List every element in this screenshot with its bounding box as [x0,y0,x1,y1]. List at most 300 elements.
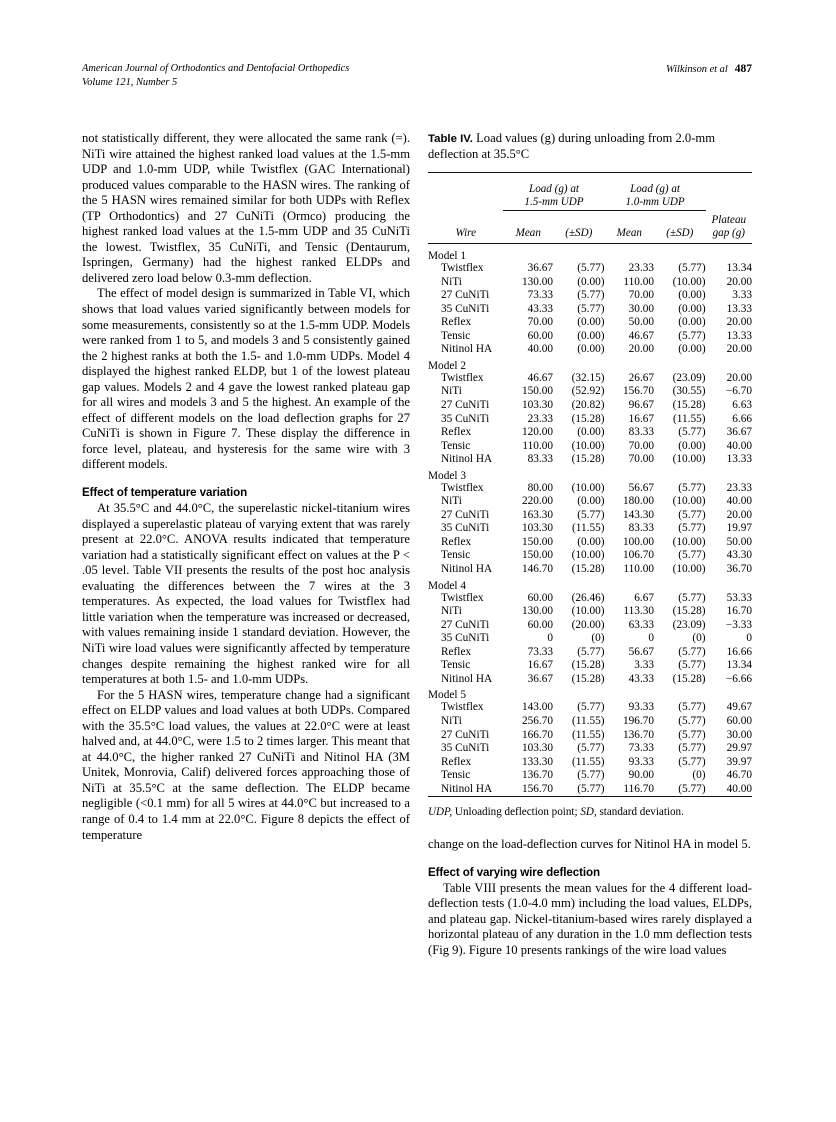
table-cell-mean-15: 73.33 [527,289,554,302]
table-cell-mean-15: 110.00 [522,439,554,452]
table-cell-plateau-gap: 13.33 [726,329,752,342]
table-cell-wire: Reflex [441,645,472,658]
footnote-abbr-sd: SD, [577,806,597,819]
table-cell-sd-15: (26.46) [571,591,605,604]
table-cell-mean-15: 166.70 [521,728,554,741]
table-group-label: Model 5 [428,689,466,702]
table-cell-sd-15: (5.77) [577,742,605,755]
table-cell-wire: Nitinol HA [441,782,493,795]
table-cell-sd-10: (10.00) [672,275,706,288]
group-header-15mm-line1: Load (g) at [529,182,579,195]
table-cell-sd-10: (11.55) [673,412,706,425]
table-cell-mean-15: 146.70 [521,563,554,576]
table-cell-plateau-gap: 36.67 [726,426,752,439]
table-cell-wire: Reflex [441,755,472,768]
table-cell-mean-15: 40.00 [527,343,554,356]
table-cell-sd-10: (10.00) [672,453,706,466]
group-header-10mm-line1: Load (g) at [630,182,681,195]
table-cell-sd-10: (5.77) [678,522,706,535]
table-cell-mean-10: 50.00 [628,316,655,329]
table-cell-mean-15: 150.00 [521,549,554,562]
table-row [428,303,752,317]
table-cell-wire: Tensic [441,769,471,782]
table-cell-sd-10: (15.28) [672,605,706,618]
table-cell-mean-10: 110.00 [623,275,655,288]
table-cell-mean-15: 130.00 [521,275,554,288]
table-caption-text: Load values (g) during unloading from 2.0-mm deflection at 35.5°C [428,131,715,162]
table-cell-plateau-gap: 13.34 [726,262,752,275]
table-cell-sd-15: (5.77) [577,701,605,714]
table-cell-wire: Nitinol HA [441,672,493,685]
table-cell-sd-15: (0.00) [577,495,605,508]
table-group-row [428,357,752,372]
table-cell-sd-15: (5.77) [577,769,605,782]
table-cell-sd-10: (15.28) [672,672,706,685]
table-cell-plateau-gap: 6.66 [732,412,752,425]
table-cell-wire: 27 CuNiTi [441,618,490,631]
table-cell-mean-15: 80.00 [527,481,554,494]
table-cell-mean-10: 106.70 [622,549,655,562]
table-cell-mean-10: 16.67 [628,412,655,425]
table-cell-sd-15: (0.00) [577,316,605,329]
table-cell-plateau-gap: 40.00 [726,439,752,452]
table-cell-plateau-gap: −6.70 [725,385,752,398]
table-cell-mean-15: 150.00 [521,385,554,398]
table-cell-sd-10: (5.77) [678,714,706,727]
table-cell-plateau-gap: 20.00 [726,343,752,356]
table-group-header-row-1 [428,177,752,211]
table-cell-sd-10: (0.00) [678,343,706,356]
table-row [428,453,752,467]
table-cell-sd-10: (5.77) [678,701,706,714]
column-header-plateau-line2: gap (g) [712,226,745,239]
table-cell-plateau-gap: 20.00 [726,316,752,329]
table-cell-plateau-gap: 20.00 [726,371,752,384]
table-cell-sd-10: (5.77) [678,591,706,604]
table-cell-mean-10: 180.00 [622,495,655,508]
table-cell-wire: Nitinol HA [441,563,493,576]
table-cell-mean-15: 16.67 [527,659,554,672]
table-cell-mean-15: 136.70 [521,769,554,782]
table-group-label: Model 2 [428,359,466,372]
table-group-row [428,577,752,592]
table-cell-mean-15: 143.00 [521,701,554,714]
table-cell-wire: Reflex [441,426,472,439]
table-column-header-row [428,211,752,244]
table-cell-sd-10: (0.00) [678,316,706,329]
table-cell-mean-10: 6.67 [634,591,655,604]
table-cell-sd-10: (5.77) [678,262,706,275]
table-cell-wire: Twistflex [441,481,484,494]
table-row [428,756,752,770]
group-header-plateau-spacer [706,177,752,211]
table-cell-plateau-gap: 16.70 [726,605,752,618]
column-header-mean-10: Mean [616,226,642,239]
table-row [428,262,752,276]
table-cell-plateau-gap: 60.00 [726,714,752,727]
table-row [428,605,752,619]
table-row [428,729,752,743]
table-row [428,536,752,550]
table-row [428,413,752,427]
section-heading-deflection: Effect of varying wire deflection [428,865,600,879]
table-row [428,399,752,413]
table-cell-sd-10: (5.77) [678,426,706,439]
table-cell-sd-15: (0.00) [577,426,605,439]
table-cell-mean-10: 90.00 [628,769,655,782]
table-cell-wire: 27 CuNiTi [441,508,490,521]
table-cell-sd-15: (5.77) [577,782,605,795]
table-caption [428,131,752,163]
table-cell-sd-15: (5.77) [577,508,605,521]
table-cell-plateau-gap: 30.00 [726,728,752,741]
column-header-plateau-line1: Plateau [711,213,747,226]
table-cell-mean-15: 43.33 [527,302,554,315]
table-cell-sd-15: (15.28) [571,672,605,685]
table-cell-mean-15: 23.33 [527,412,554,425]
paragraph-temperature-2: For the 5 HASN wires, temperature change had a significant effect on ELDP values and load values at both UDPs. Compared with the 35.5°C load values, the values at 22.0°C were at least halved and, at 44.0°C, were 1.5 to 2 times larger. This meant that at 44.0°C, the higher ranked 27 CuNiTi and Nitinol HA (3M Unitek, Monrovia, Calif) delivered forces approaching those of NiTi at 35.5°C at the same deflection. The ELDP became negligible (<0.1 mm) for all 5 wires at 44.0°C but increased to a range of 0.4 to 1.4 mm at 22.0°C. Figure 8 depicts the effect of temperature [82,687,410,842]
paragraph-continued: not statistically different, they were allocated the same rank (=). NiTi wire attained the highest ranked load values at the 1.5-mm UDP and 1.0-mm UDP, while Twistflex (GAC International) produced values comparable to the HASN wires. The ranking of the 5 HASN wires remained similar for both UDPs with Reflex (TP Orthodontics) and 27 CuNiTi (Ormco) producing the highest ranked load values at the 1.5-mm UDP and 35 CuNiTi the lowest. Twistflex, 35 CuNiTi, and Tensic (Dentaurum, Ispringen, Germany) had the highest ranked ELDPs and delivered zero load below 0.3-mm deflection. [82,131,410,285]
running-head-right [666,62,752,77]
table-row [428,372,752,386]
table-cell-wire: Tensic [441,549,471,562]
table-cell-sd-15: (5.77) [577,645,605,658]
table-row [428,385,752,399]
table-row [428,592,752,606]
author-names: Wilkinson et al [665,64,728,75]
table-cell-wire: 35 CuNiTi [441,742,490,755]
table-cell-sd-10: (5.77) [678,742,706,755]
table-cell-sd-15: (32.15) [571,371,605,384]
table-cell-wire: Tensic [441,659,471,672]
table-cell-sd-15: (0.00) [577,275,605,288]
table-cell-wire: Reflex [441,316,472,329]
table-cell-sd-15: (10.00) [571,439,605,452]
table-cell-mean-10: 70.00 [628,453,655,466]
table-cell-mean-10: 196.70 [622,714,655,727]
table-cell-mean-15: 256.70 [521,714,554,727]
table-cell-mean-15: 73.33 [527,645,554,658]
table-cell-plateau-gap: 20.00 [726,508,752,521]
table-cell-sd-15: (11.55) [572,714,605,727]
table-cell-sd-10: (5.77) [678,508,706,521]
table-cell-wire: Twistflex [441,701,484,714]
table-cell-mean-10: 136.70 [622,728,655,741]
table-cell-mean-10: 43.33 [628,672,655,685]
table-cell-mean-10: 93.33 [628,701,655,714]
table-cell-wire: 27 CuNiTi [441,399,490,412]
table-cell-wire: 35 CuNiTi [441,522,490,535]
table-cell-sd-15: (52.92) [571,385,605,398]
table-cell-sd-15: (15.28) [571,453,605,466]
table-cell-sd-10: (5.77) [678,549,706,562]
table-cell-mean-15: 60.00 [527,591,554,604]
table-cell-sd-15: (10.00) [571,481,605,494]
table-cell-mean-15: 70.00 [527,316,554,329]
paragraph-after-table: change on the load-deflection curves for Nitinol HA in model 5. [428,837,751,852]
table-row [428,659,752,673]
table-cell-sd-10: (0.00) [678,289,706,302]
running-head [82,62,752,90]
table-row [428,646,752,660]
table-cell-sd-10: (15.28) [672,399,706,412]
table-cell-sd-10: (10.00) [672,495,706,508]
group-header-15mm [503,177,604,211]
table-cell-wire: Nitinol HA [441,453,493,466]
table-cell-plateau-gap: 39.97 [726,755,752,768]
table-cell-sd-15: (0.00) [577,329,605,342]
table-cell-mean-10: 110.00 [623,563,655,576]
table-cell-sd-15: (0.00) [577,535,605,548]
table-cell-plateau-gap: 49.67 [726,701,752,714]
table-cell-plateau-gap: 50.00 [726,535,752,548]
paragraph-model-design: The effect of model design is summarized in Table VI, which shows that load values varied significantly between models for some measurements, consistently so at the 1.5-mm UDP. Models were ranked from 1 to 5, and models 3 and 5 consistently gained the 2 highest ranks at both the 1.5- and 1.0-mm UDPs. Model 4 displayed the highest ranked ELDP, but 1 of the lowest plateau gap values. Models 2 and 4 gave the lowest ranked plateau gap for all wires and models 3 and 5 the highest. An example of the effect of different models on the load deflection graphs for 27 CuNiTi is shown in Figure 7. These display the difference in force level, plateau, and hysteresis for the same wire with 3 different models. [82,286,410,472]
table-cell-plateau-gap: 46.70 [726,769,752,782]
table-cell-wire: 35 CuNiTi [441,412,490,425]
table-row [428,619,752,633]
table-cell-sd-15: (0) [591,632,605,645]
table-cell-mean-10: 20.00 [628,343,655,356]
table-cell-mean-10: 143.30 [622,508,655,521]
table-cell-sd-10: (30.55) [672,385,706,398]
left-column [82,131,410,843]
table-cell-mean-10: 23.33 [628,262,655,275]
table-row [428,673,752,687]
table-cell-wire: NiTi [441,605,462,618]
table-cell-mean-15: 156.70 [521,782,554,795]
table-cell-mean-10: 100.00 [622,535,655,548]
table-cell-mean-10: 116.70 [623,782,655,795]
table-cell-wire: Twistflex [441,591,484,604]
table-cell-plateau-gap: 23.33 [726,481,752,494]
table-cell-mean-15: 36.67 [527,672,554,685]
table-cell-plateau-gap: 13.34 [726,659,752,672]
table-cell-plateau-gap: 3.33 [732,289,752,302]
table-cell-sd-15: (15.28) [571,412,605,425]
table-cell-mean-10: 93.33 [628,755,655,768]
journal-title: American Journal of Orthodontics and Dentofacial Orthopedics [82,63,350,74]
table-footnote [428,806,752,819]
table-cell-sd-15: (5.77) [577,302,605,315]
table-group-label: Model 4 [428,579,466,592]
table-cell-mean-10: 30.00 [628,302,655,315]
table-cell-plateau-gap: 29.97 [726,742,752,755]
table-cell-plateau-gap: 40.00 [726,782,752,795]
table-row [428,769,752,783]
table-cell-mean-15: 60.00 [527,329,554,342]
table-cell-plateau-gap: 40.00 [726,495,752,508]
table-cell-mean-15: 83.33 [527,453,554,466]
table-row [428,426,752,440]
table-row [428,289,752,303]
section-heading-temperature: Effect of temperature variation [82,486,248,500]
footnote-text-udp: Unloading deflection point; [452,806,578,819]
column-header-mean-15: Mean [515,226,541,239]
table-cell-wire: Tensic [441,439,471,452]
table-row [428,276,752,290]
table-group-row [428,467,752,482]
paragraph-temperature-1: At 35.5°C and 44.0°C, the superelastic nickel-titanium wires displayed a superelastic plateau of varying extent that was rarely present at 22.0°C. ANOVA results indicated that temperature variation had a statistically significant effect on values at the P < .05 level. Table VII presents the results of the post hoc analysis evaluating the differences between the 7 wires at the 3 temperatures. As expected, the load values for Twistflex had little variation when the temperature was increased or decreased, with values remaining inside 1 standard deviation. However, the NiTi wire load values were significantly affected by temperature changes despite remaining the highest ranked wire for all temperatures at both 1.5- and 1.0-mm UDPs. [82,501,410,687]
table-cell-sd-15: (15.28) [571,563,605,576]
table-load-values [428,172,752,800]
column-header-sd-10: (±SD) [666,226,694,239]
table-cell-wire: Nitinol HA [441,343,493,356]
table-cell-wire: 35 CuNiTi [441,302,490,315]
table-row [428,343,752,357]
column-header-sd-15: (±SD) [565,226,593,239]
table-cell-plateau-gap: 0 [746,632,752,645]
table-cell-mean-15: 220.00 [521,495,554,508]
table-cell-sd-10: (23.09) [672,371,706,384]
table-cell-sd-10: (10.00) [672,563,706,576]
table-cell-mean-10: 113.30 [623,605,655,618]
table-cell-sd-15: (10.00) [571,549,605,562]
table-row [428,495,752,509]
table-cell-mean-10: 56.67 [628,481,655,494]
table-cell-mean-10: 83.33 [628,426,655,439]
table-cell-wire: Reflex [441,535,472,548]
table-cell-plateau-gap: 53.33 [726,591,752,604]
table-cell-wire: 27 CuNiTi [441,728,490,741]
table-row [428,742,752,756]
table-cell-mean-10: 26.67 [628,371,655,384]
table-cell-sd-10: (0.00) [678,302,706,315]
table-cell-plateau-gap: 43.30 [726,549,752,562]
table-cell-mean-15: 103.30 [521,742,554,755]
table-cell-sd-15: (5.77) [577,262,605,275]
group-header-spacer [428,177,503,211]
table-cell-sd-10: (0.00) [678,439,706,452]
table-cell-mean-10: 73.33 [628,742,655,755]
table-row [428,563,752,577]
table-row [428,783,752,797]
table-cell-wire: NiTi [441,275,462,288]
table-row [428,715,752,729]
table-cell-plateau-gap: 13.33 [726,302,752,315]
table-cell-sd-10: (5.77) [678,645,706,658]
table-row [428,701,752,715]
table-cell-mean-10: 70.00 [628,439,655,452]
column-header-wire: Wire [455,226,477,239]
table-body [428,247,752,797]
group-header-15mm-line2: 1.5-mm UDP [524,195,584,208]
table-cell-sd-10: (5.77) [678,728,706,741]
table-cell-sd-10: (5.77) [678,659,706,672]
column-header-plateau-gap [706,211,752,244]
table-cell-sd-15: (11.55) [572,522,605,535]
running-head-left [82,62,349,90]
table-cell-plateau-gap: 6.63 [732,399,752,412]
table-row [428,330,752,344]
table-group-label: Model 3 [428,469,466,482]
table-cell-wire: NiTi [441,495,462,508]
table-label: Table IV. [428,133,473,145]
table-cell-plateau-gap: 20.00 [726,275,752,288]
table-cell-plateau-gap: 13.33 [726,453,752,466]
table-row [428,509,752,523]
table-cell-sd-15: (20.00) [571,618,605,631]
table-cell-wire: Twistflex [441,371,484,384]
table-group-label: Model 1 [428,250,466,263]
table-row [428,440,752,454]
table-cell-sd-15: (20.82) [571,399,605,412]
footnote-abbr-udp: UDP, [428,806,453,819]
table-cell-mean-15: 103.30 [521,399,554,412]
group-header-10mm-line2: 1.0-mm UDP [625,195,685,208]
table-group-row [428,686,752,701]
table-cell-mean-10: 0 [648,632,655,645]
table-cell-wire: Twistflex [441,262,484,275]
right-column [428,131,752,959]
table-cell-sd-10: (23.09) [672,618,706,631]
table-cell-mean-10: 70.00 [628,289,655,302]
table-cell-sd-10: (5.77) [678,755,706,768]
table-cell-sd-15: (11.55) [572,755,605,768]
table-cell-mean-15: 163.30 [521,508,554,521]
table-rule-bottom [428,797,752,801]
table-row [428,522,752,536]
page-number: 487 [734,63,752,75]
table-row [428,316,752,330]
table-cell-mean-10: 156.70 [622,385,655,398]
table-cell-plateau-gap: 19.97 [726,522,752,535]
table-cell-wire: 35 CuNiTi [441,632,490,645]
table-cell-wire: NiTi [441,385,462,398]
table-cell-sd-10: (0) [692,769,706,782]
table-cell-plateau-gap: 36.70 [726,563,752,576]
table-cell-mean-10: 3.33 [634,659,655,672]
table-cell-sd-10: (10.00) [672,535,706,548]
table-cell-sd-10: (5.77) [678,782,706,795]
table-cell-sd-15: (0.00) [577,343,605,356]
table-cell-sd-15: (15.28) [571,659,605,672]
table-cell-mean-15: 130.00 [521,605,554,618]
table-row [428,482,752,496]
table-cell-plateau-gap: 16.66 [726,645,752,658]
table-cell-mean-10: 46.67 [628,329,655,342]
table-cell-sd-15: (11.55) [572,728,605,741]
table-cell-mean-15: 103.30 [521,522,554,535]
table-cell-mean-10: 83.33 [628,522,655,535]
table-cell-sd-10: (0) [692,632,706,645]
table-cell-sd-15: (10.00) [571,605,605,618]
table-cell-mean-15: 46.67 [527,371,554,384]
table-cell-mean-10: 56.67 [628,645,655,658]
table-cell-wire: Tensic [441,329,471,342]
table-cell-mean-15: 150.00 [521,535,554,548]
footnote-text-sd: standard deviation. [596,806,684,819]
paragraph-deflection: Table VIII presents the mean values for the 4 different load-deflection tests (1.0-4.0 mm) including the load values, ELDPs, and plateau gap. Nickel-titanium-based wires rarely displayed a horizontal plateau of any duration in the 1.0 mm deflection tests (Fig 9). Figure 10 presents rankings of the wire load values [428,880,752,957]
table-cell-mean-15: 0 [547,632,554,645]
table-group-row [428,247,752,262]
volume-issue: Volume 121, Number 5 [82,77,178,88]
table-cell-mean-15: 60.00 [527,618,554,631]
table-cell-mean-15: 120.00 [521,426,554,439]
table-cell-sd-10: (5.77) [678,481,706,494]
table-cell-wire: NiTi [441,714,462,727]
table-cell-mean-15: 133.30 [521,755,554,768]
group-header-10mm [605,177,706,211]
table-cell-wire: 27 CuNiTi [441,289,490,302]
table-cell-mean-10: 63.33 [628,618,655,631]
table-cell-mean-15: 36.67 [527,262,554,275]
table-cell-plateau-gap: −3.33 [725,618,752,631]
table-row [428,632,752,646]
table-cell-plateau-gap: −6.66 [725,672,752,685]
table-cell-mean-10: 96.67 [628,399,655,412]
table-row [428,549,752,563]
table-cell-sd-10: (5.77) [678,329,706,342]
